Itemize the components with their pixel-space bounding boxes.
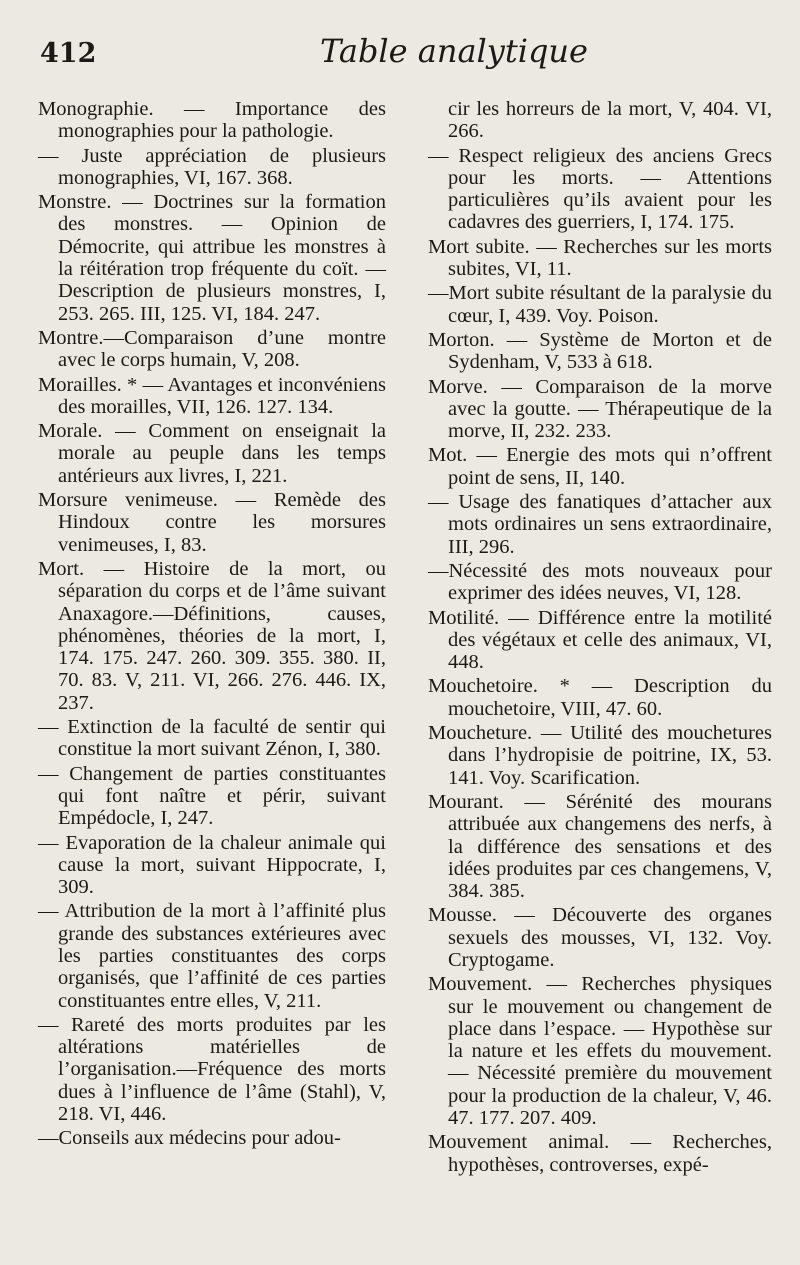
index-entry — [428, 607, 772, 674]
page-number: 412 — [40, 38, 97, 69]
entry-headword: Mort. — [38, 557, 85, 580]
entry-text: — Juste appréciation de plusieurs monographies, VI, 167. 368. — [38, 144, 386, 189]
index-entry — [428, 444, 772, 489]
entry-text: — Comparaison de la morve avec la goutte. — Thérapeutique de la morve, II, 232. 233. — [448, 375, 772, 443]
index-entry — [428, 904, 772, 971]
entry-text: — Energie des mots qui n’offrent point de sens, II, 140. — [448, 444, 772, 489]
entry-headword: Monographie. — [38, 98, 154, 120]
index-subentry — [428, 491, 772, 558]
index-subentry — [38, 145, 386, 190]
entry-text: — Usage des fanatiques d’attacher aux mots ordinaires un sens extraordinaire, III, 296. — [428, 491, 772, 558]
index-subentry — [38, 900, 386, 1011]
running-title: Table analytique — [320, 32, 588, 70]
index-entry — [428, 329, 772, 374]
entry-headword: Mort subite. — [428, 235, 530, 258]
entry-text: — Histoire de la mort, ou séparation du corps et de l’âme suivant Anaxagore.—Définitions, causes, phénomènes, théories de la mort, I, 174. 175. 247. 260. 309. 355. 380. II, 70. 83. V, 211. VI, 266. 276. 446. IX, 237. — [58, 557, 386, 714]
entry-text: — Découverte des organes sexuels des mousses, VI, 132. Voy. Cryptogame. — [448, 904, 772, 971]
index-entry — [38, 558, 386, 714]
left-column — [38, 98, 386, 1178]
entry-text: — Remède des Hindoux contre les morsures venimeuses, I, 83. — [58, 489, 386, 556]
entry-text: cir les horreurs de la mort, V, 404. VI, 266. — [448, 98, 772, 143]
entry-text: — Evaporation de la chaleur animale qui cause la mort, suivant Hippocrate, I, 309. — [38, 831, 386, 899]
entry-text: — Comment on enseignait la morale au peuple dans les temps antérieurs aux livres, I, 221. — [58, 420, 386, 487]
entry-text: —Nécessité des mots nouveaux pour exprimer des idées neuves, VI, 128. — [428, 559, 772, 605]
entry-text: * — Description du mouchetoire, VIII, 47. 60. — [448, 675, 772, 720]
entry-headword: Montre. — [38, 326, 104, 349]
index-entry — [428, 675, 772, 720]
entry-headword: Mourant. — [428, 790, 504, 813]
entry-text: —Comparaison d’une montre avec le corps humain, V, 208. — [58, 326, 386, 372]
index-subentry — [38, 1014, 386, 1125]
entry-headword: Motilité. — [428, 606, 500, 629]
index-entry — [428, 1131, 772, 1176]
right-column — [428, 98, 772, 1178]
entry-headword: Morailles. — [38, 373, 122, 396]
entry-text: — Sérénité des mourans attribuée aux changemens des nerfs, à la différence des sensations et des idées produites par ces changemens, V, 384. 385. — [448, 790, 772, 903]
entry-headword: Mouvement. — [428, 973, 533, 996]
index-subentry — [428, 282, 772, 327]
index-entry — [428, 722, 772, 789]
entry-text: — Différence entre la motilité des végétaux et celle des animaux, VI, 448. — [448, 606, 772, 674]
entry-headword: Mouchetoire. — [428, 675, 538, 698]
index-subentry — [428, 560, 772, 605]
entry-text: — Attribution de la mort à l’affinité plus grande des substances extérieures avec les parties constituantes des corps organisés, que l’affinité de ces parties constituantes entre elles, V, 211. — [38, 900, 386, 1012]
entry-headword: Morve. — [428, 375, 488, 398]
index-entry — [38, 327, 386, 372]
index-entry — [38, 98, 386, 143]
entry-text: —Mort subite résultant de la paralysie du cœur, I, 439. Voy. Poison. — [428, 282, 772, 327]
index-columns — [38, 98, 772, 1178]
index-entry — [428, 791, 772, 902]
entry-text: — Doctrines sur la formation des monstres. — Opinion de Démocrite, qui attribue les monstres à la réitération trop fréquente du coït. — Description de plusieurs monstres, I, 253. 265. III, 125. VI, 184. 247. — [58, 191, 386, 325]
entry-headword: Mouvement animal. — [428, 1131, 610, 1154]
entry-headword: Moucheture. — [428, 722, 533, 745]
entry-headword: Mousse. — [428, 904, 497, 927]
entry-text: — Importance des monographies pour la pathologie. — [58, 98, 386, 143]
index-entry — [38, 374, 386, 419]
entry-headword: Monstre. — [38, 191, 112, 214]
index-subentry — [38, 1127, 386, 1149]
entry-text: — Utilité des mouchetures dans l’hydropisie de poitrine, IX, 53. 141. Voy. Scarification. — [448, 722, 772, 789]
page-header — [38, 30, 772, 74]
index-subentry — [38, 716, 386, 761]
entry-text: — Recherches sur les morts subites, VI, 11. — [448, 235, 773, 281]
index-entry — [428, 376, 772, 443]
index-entry — [38, 420, 386, 487]
index-entry — [38, 191, 386, 325]
index-subentry — [38, 832, 386, 899]
entry-text: — Respect religieux des anciens Grecs pour les morts. — Attentions particulières qu’ils avaient pour les cadavres des guerriers, I, 174. 175. — [428, 144, 772, 234]
index-subentry — [428, 98, 772, 143]
entry-text: — Recherches physiques sur le mouvement ou changement de place dans l’espace. — Hypothèse sur la nature et les effets du mouvement. — Nécessité première du mouvement pour la production de la chaleur, V, 46. 47. 177. 207. 409. — [448, 973, 772, 1130]
entry-headword: Morale. — [38, 420, 103, 443]
entry-text: — Système de Morton et de Sydenham, V, 533 à 618. — [448, 328, 772, 374]
entry-text: —Conseils aux médecins pour adou- — [38, 1127, 341, 1150]
entry-text: — Changement de parties constituantes qui font naître et périr, suivant Empédocle, I, 247. — [38, 762, 386, 830]
index-subentry — [38, 763, 386, 830]
index-entry — [38, 489, 386, 556]
entry-text: — Recherches, hypothèses, controverses, expé- — [448, 1131, 772, 1176]
entry-text: — Extinction de la faculté de sentir qui constitue la mort suivant Zénon, I, 380. — [38, 716, 386, 761]
entry-text: * — Avantages et inconvéniens des morailles, VII, 126. 127. 134. — [58, 373, 386, 418]
entry-text: — Rareté des morts produites par les altérations matérielles de l’organisation.—Fréquence des morts dues à l’influence de l’âme (Stahl), V, 218. VI, 446. — [38, 1013, 386, 1126]
index-subentry — [428, 145, 772, 234]
entry-headword: Morton. — [428, 328, 495, 351]
index-entry — [428, 973, 772, 1129]
entry-headword: Morsure venimeuse. — [38, 489, 218, 512]
entry-headword: Mot. — [428, 444, 468, 467]
index-entry — [428, 236, 772, 281]
